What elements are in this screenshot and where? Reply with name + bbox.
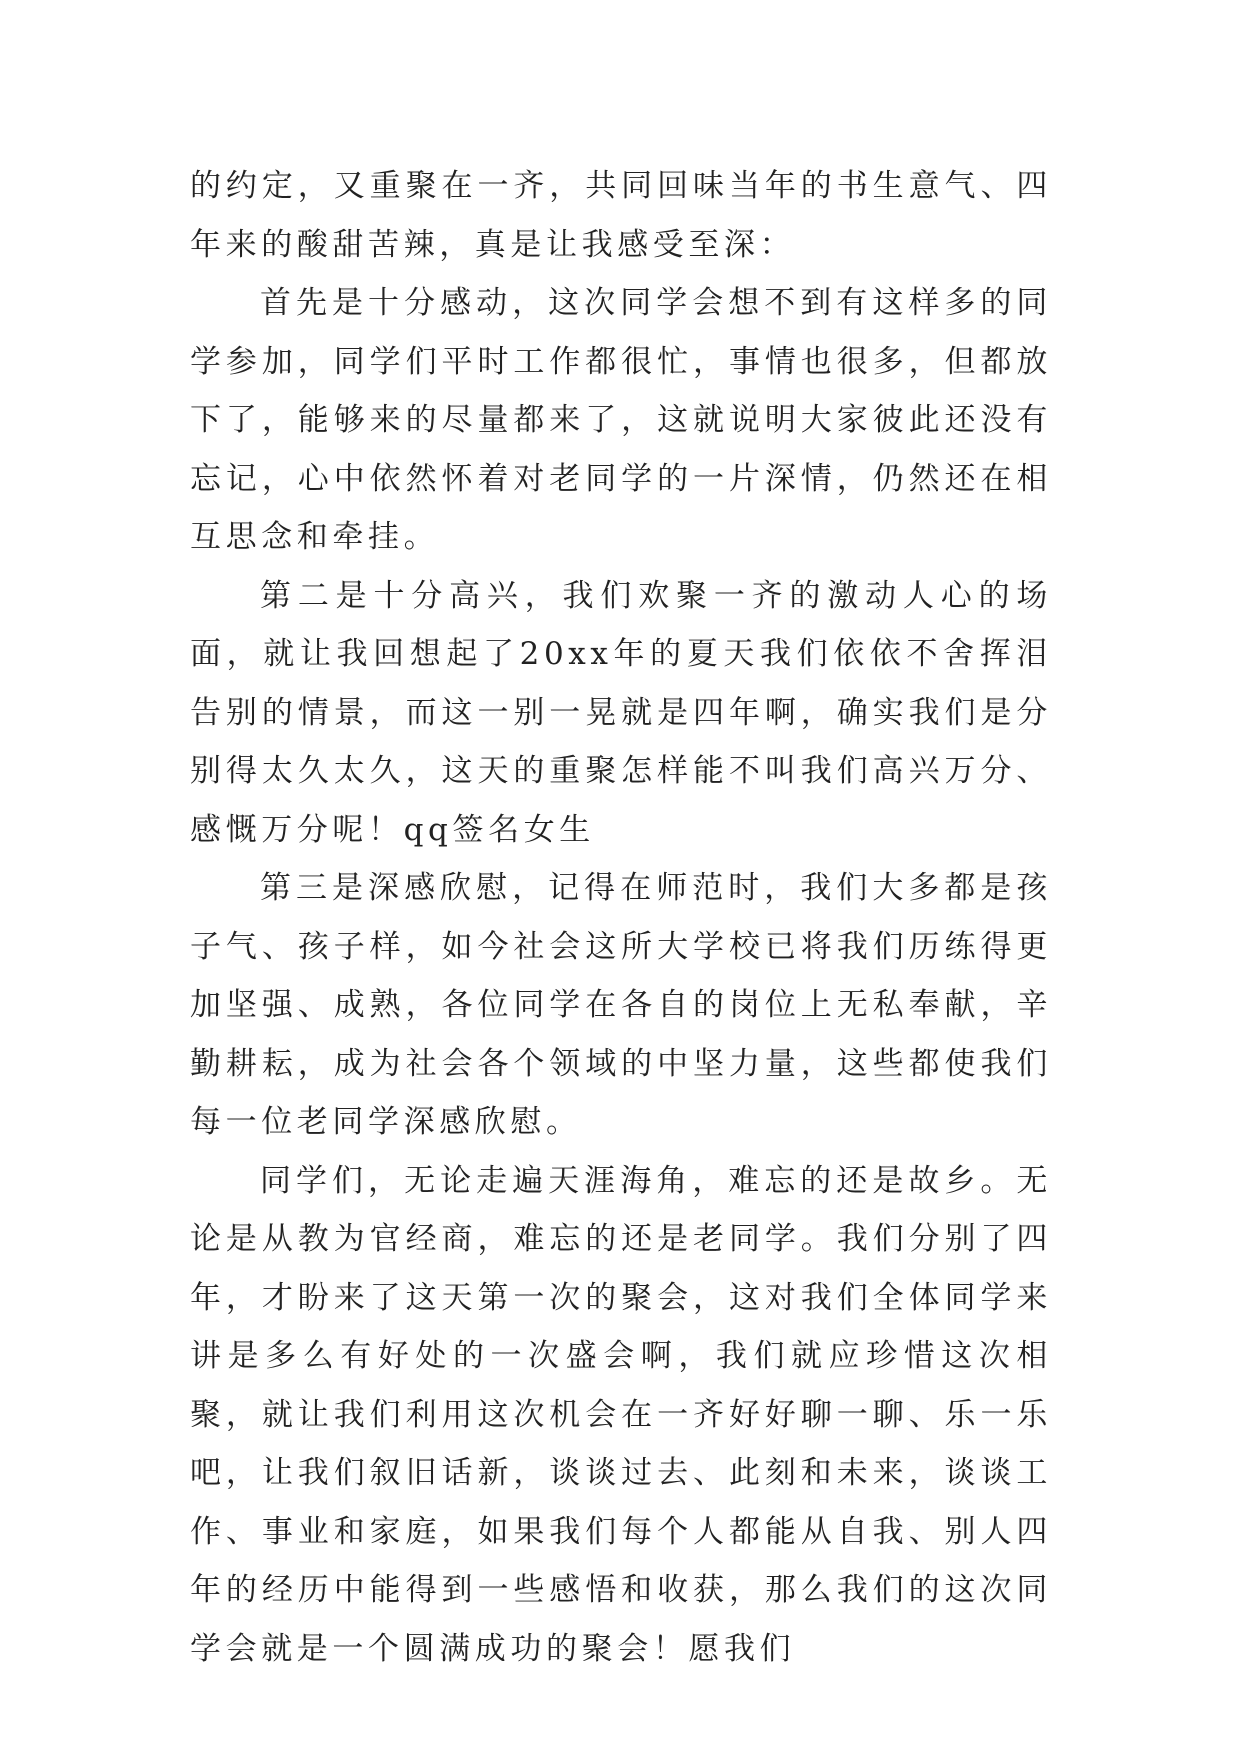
paragraph-first-point: 首先是十分感动，这次同学会想不到有这样多的同学参加，同学们平时工作都很忙，事情也很多，但都放下了，能够来的尽量都来了，这就说明大家彼此还没有忘记，心中依然怀着对老同学的一片深情，仍然还在相互思念和牵挂。	[190, 285, 1052, 555]
paragraph-third-point: 第三是深感欣慰，记得在师范时，我们大多都是孩子气、孩子样，如今社会这所大学校已将我们历练得更加坚强、成熟，各位同学在各自的岗位上无私奉献，辛勤耕耘，成为社会各个领域的中坚力量，这些都使我们每一位老同学深感欣慰。	[190, 870, 1052, 1140]
paragraph-closing: 同学们，无论走遍天涯海角，难忘的还是故乡。无论是从教为官经商，难忘的还是老同学。我们分别了四年，才盼来了这天第一次的聚会，这对我们全体同学来讲是多么有好处的一次盛会啊，我们就应珍惜这次相聚，就让我们利用这次机会在一齐好好聊一聊、乐一乐吧，让我们叙旧话新，谈谈过去、此刻和未来，谈谈工作、事业和家庭，如果我们每个人都能从自我、别人四年的经历中能得到一些感悟和收获，那么我们的这次同学会就是一个圆满成功的聚会！愿我们	[190, 1162, 1052, 1667]
document-body	[190, 157, 1052, 1678]
paragraph-continuation: 的约定，又重聚在一齐，共同回味当年的书生意气、四年来的酸甜苦辣，真是让我感受至深：	[190, 168, 1052, 263]
paragraph-second-point: 第二是十分高兴，我们欢聚一齐的激动人心的场面，就让我回想起了20xx年的夏天我们依依不舍挥泪告别的情景，而这一别一晃就是四年啊，确实我们是分别得太久太久，这天的重聚怎样能不叫我们高兴万分、感慨万分呢！qq签名女生	[190, 577, 1052, 848]
